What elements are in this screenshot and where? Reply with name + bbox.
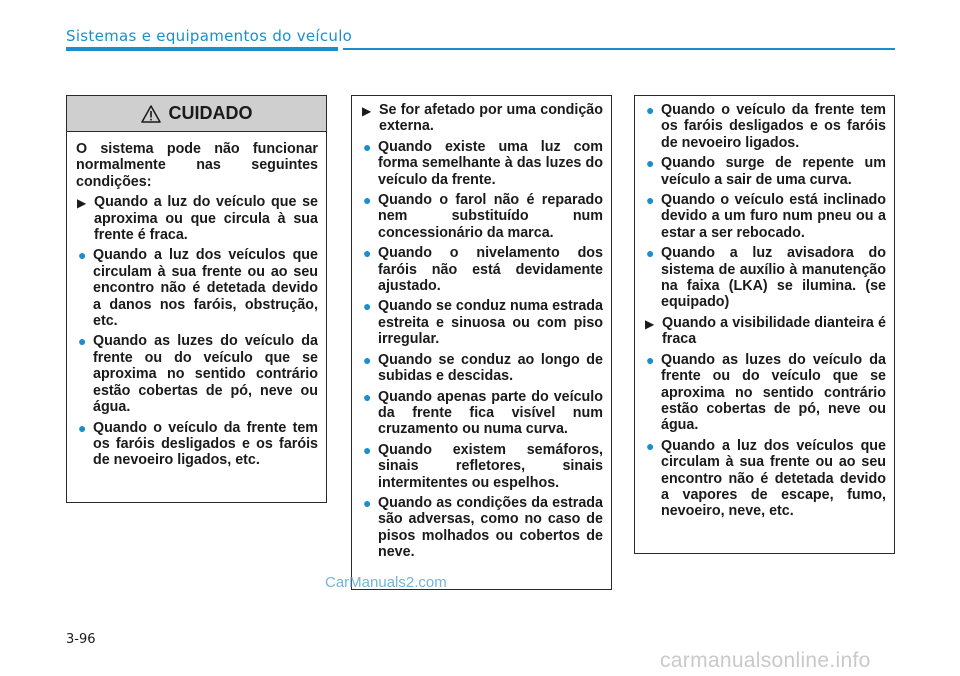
header-rule <box>343 48 895 50</box>
bullet-dot-icon: ● <box>363 441 372 458</box>
list-item-text: Quando o veículo da frente tem os faróis desligados e os faróis de nevoeiro ligados, etc. <box>93 419 318 469</box>
list-item-text: Quando a luz dos veículos que circulam à sua frente ou ao seu encontro não é detetada devido a vapores de escape, fumo, nevoeiro, neve, etc. <box>661 437 886 520</box>
list-item-text: Se for afetado por uma condição externa. <box>379 102 603 135</box>
list-item-text: Quando se conduz numa estrada estreita e sinuosa ou com piso irregular. <box>378 298 603 348</box>
watermark-right: carmanualsonline.info <box>660 649 871 672</box>
bullet-list-item <box>644 352 886 434</box>
caution-title: CUIDADO <box>168 103 253 123</box>
bullet-dot-icon: ● <box>363 245 372 262</box>
bullet-dot-icon: ● <box>363 351 372 368</box>
bullet-list-item <box>644 155 886 188</box>
bullet-list-item <box>361 442 603 491</box>
warning-triangle-icon <box>141 105 161 123</box>
arrow-list-item <box>644 315 886 348</box>
bullet-list-item <box>644 245 886 311</box>
arrow-list-item <box>76 194 318 243</box>
bullet-list-item <box>361 192 603 241</box>
bullet-dot-icon: ● <box>78 333 87 350</box>
list-item-text: Quando as luzes do veículo da frente ou do veículo que se aproxima no sentido contrário estão cobertas de pó, neve ou água. <box>661 351 886 434</box>
condition-list-3 <box>644 102 886 520</box>
caution-box-column-2 <box>351 95 612 590</box>
section-title: Sistemas e equipamentos do veículo <box>66 27 353 45</box>
bullet-dot-icon: ● <box>363 494 372 511</box>
bullet-dot-icon: ● <box>78 247 87 264</box>
bullet-dot-icon: ● <box>646 245 655 262</box>
header-accent-bar <box>66 47 338 51</box>
list-item-text: Quando existem semáforos, sinais refletores, sinais intermitentes ou espelhos. <box>378 441 603 491</box>
caution-intro: O sistema pode não funcionar normalmente nas seguintes condições: <box>76 141 318 190</box>
bullet-dot-icon: ● <box>78 419 87 436</box>
page-number: 3-96 <box>66 632 96 647</box>
list-item-text: Quando apenas parte do veículo da frente fica visível num cruzamento ou numa curva. <box>378 388 603 438</box>
bullet-dot-icon: ● <box>646 155 655 172</box>
list-item-text: Quando o nivelamento dos faróis não está devidamente ajustado. <box>378 245 603 295</box>
arrow-marker-icon: ▶ <box>77 196 87 211</box>
bullet-list-item <box>76 333 318 415</box>
list-item-text: Quando se conduz ao longo de subidas e descidas. <box>378 351 603 385</box>
bullet-list-item <box>361 245 603 294</box>
list-item-text: Quando surge de repente um veículo a sair de uma curva. <box>661 155 886 188</box>
bullet-list-item <box>644 438 886 520</box>
bullet-dot-icon: ● <box>646 351 655 368</box>
list-item-text: Quando o veículo está inclinado devido a um furo num pneu ou a estar a ser rebocado. <box>661 192 886 241</box>
list-item-text: Quando o farol não é reparado nem substituído num concessionário da marca. <box>378 192 603 241</box>
list-item-text: Quando a luz dos veículos que circulam à sua frente ou ao seu encontro não é detetada devido a danos nos faróis, obstrução, etc. <box>93 247 318 330</box>
bullet-dot-icon: ● <box>363 298 372 315</box>
bullet-list-item <box>361 352 603 385</box>
caution-box-column-1 <box>66 95 327 503</box>
condition-list-1 <box>76 194 318 469</box>
arrow-list-item <box>361 102 603 135</box>
caution-content-column-3 <box>635 96 894 530</box>
bullet-list-item <box>361 389 603 438</box>
bullet-list-item <box>361 139 603 188</box>
list-item-text: Quando a visibilidade dianteira é fraca <box>662 314 886 348</box>
caution-header <box>67 96 326 132</box>
bullet-dot-icon: ● <box>363 388 372 405</box>
bullet-list-item <box>76 420 318 469</box>
condition-list-2 <box>361 102 603 561</box>
arrow-marker-icon: ▶ <box>362 104 372 118</box>
bullet-list-item <box>361 495 603 561</box>
watermark-left: CarManuals2.com <box>325 574 447 591</box>
bullet-dot-icon: ● <box>363 138 372 155</box>
list-item-text: Quando a luz do veículo que se aproxima ou que circula à sua frente é fraca. <box>94 194 318 244</box>
list-item-text: Quando o veículo da frente tem os faróis desligados e os faróis de nevoeiro ligados. <box>661 102 886 151</box>
list-item-text: Quando as condições da estrada são adversas, como no caso de pisos molhados ou cobertos de neve. <box>378 494 603 561</box>
list-item-text: Quando a luz avisadora do sistema de auxílio à manutenção na faixa (LKA) se ilumina. (se equipado) <box>661 245 886 311</box>
bullet-list-item <box>76 247 318 329</box>
bullet-dot-icon: ● <box>646 437 655 454</box>
bullet-dot-icon: ● <box>363 192 372 209</box>
bullet-list-item <box>644 102 886 151</box>
caution-box-column-3 <box>634 95 895 554</box>
list-item-text: Quando existe uma luz com forma semelhante à das luzes do veículo da frente. <box>378 138 603 188</box>
bullet-list-item <box>644 192 886 241</box>
arrow-marker-icon: ▶ <box>645 316 655 331</box>
bullet-dot-icon: ● <box>646 192 655 209</box>
caution-content-column-2 <box>352 96 611 571</box>
caution-content-column-1 <box>67 132 326 479</box>
list-item-text: Quando as luzes do veículo da frente ou do veículo que se aproxima no sentido contrário estão cobertas de pó, neve ou água. <box>93 333 318 416</box>
bullet-dot-icon: ● <box>646 102 655 118</box>
bullet-list-item <box>361 298 603 347</box>
